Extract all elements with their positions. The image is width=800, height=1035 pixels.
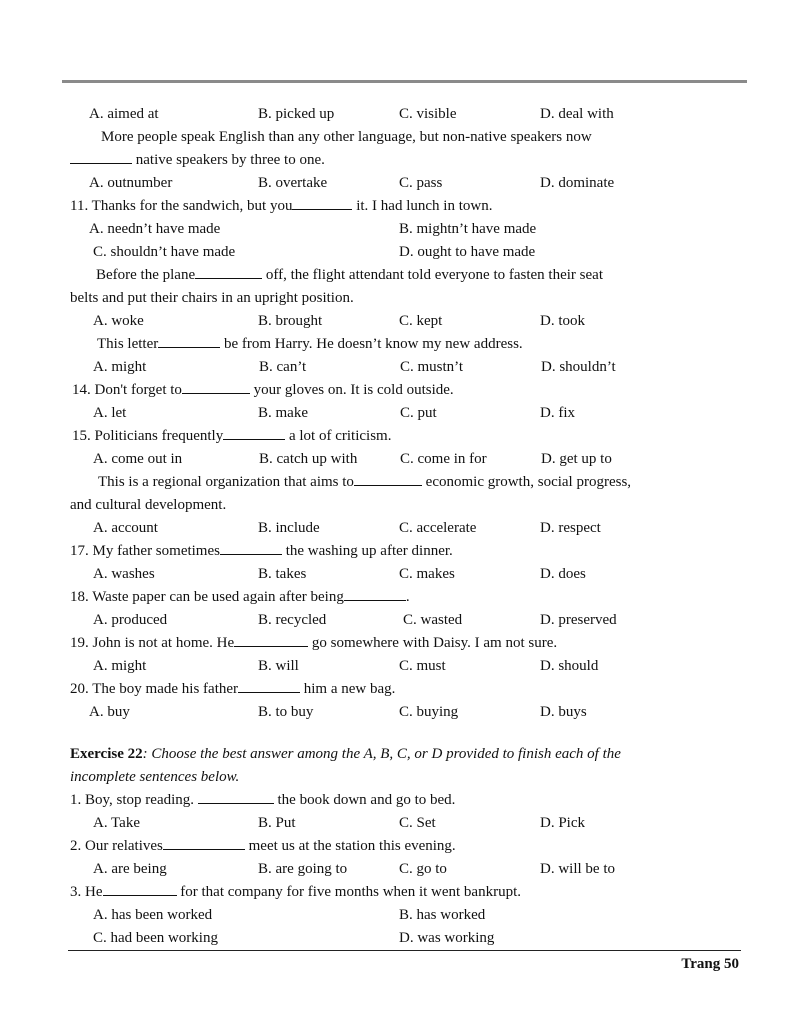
question-line: go somewhere with Daisy. I am not sure. [311,635,558,651]
options-row [0,402,800,425]
question-text [0,540,800,563]
question-line: be from Harry. He doesn’t know my new address. [223,336,523,352]
option-b: B. include [258,520,320,536]
exercise-instruction: : Choose the best answer among the A, B, C, or D provided to finish each of the [142,746,621,762]
option-c: C. shouldn’t have made [93,244,236,260]
question-line: native speakers by three to one. [135,152,325,168]
answer-blank [198,789,274,804]
question-line: 17. My father sometimes [70,543,220,559]
exercise-title: Exercise 22 [70,746,143,762]
question-line: him a new bag. [303,681,396,697]
option-a: A. might [93,359,147,375]
option-a: A. woke [93,313,144,329]
option-d: D. get up to [541,451,612,467]
option-d: D. Pick [540,815,585,831]
option-a: A. account [93,520,158,536]
option-b: B. mightn’t have made [399,221,537,237]
option-a: A. Take [93,815,140,831]
answer-blank [238,678,300,693]
question-text [0,586,800,609]
option-a: A. produced [93,612,168,628]
option-b: B. takes [258,566,307,582]
question-text [0,126,800,149]
option-c: C. buying [399,704,459,720]
answer-blank [234,632,308,647]
options-row [0,563,800,586]
answer-blank [354,471,422,486]
option-c: C. makes [399,566,455,582]
question-line: 19. John is not at home. He [70,635,235,651]
option-b: B. brought [258,313,323,329]
question-line: More people speak English than any other language, but non-native speakers now [101,129,592,145]
options-row [0,517,800,540]
option-a: A. buy [89,704,130,720]
question-line: belts and put their chairs in an upright position. [70,290,354,306]
page-content [0,103,800,950]
option-b: B. picked up [258,106,335,122]
option-d: D. took [540,313,585,329]
option-a: A. let [93,405,127,421]
question-line: This is a regional organization that aims to [98,474,354,490]
question-text [0,881,800,904]
option-b: B. can’t [259,359,307,375]
question-text [0,471,800,494]
option-d: D. dominate [540,175,615,191]
option-b: B. catch up with [259,451,358,467]
question-text [0,835,800,858]
question-line: 20. The boy made his father [70,681,239,697]
option-b: B. Put [258,815,296,831]
question-line: Before the plane [96,267,196,283]
options-row [0,858,800,881]
answer-blank [220,540,282,555]
option-a: A. are being [93,861,167,877]
exercise-instruction: incomplete sentences below. [70,769,240,785]
question-text [0,264,800,287]
option-a: A. aimed at [89,106,159,122]
options-row [0,904,800,927]
options-row [0,448,800,471]
question-text [0,149,800,172]
option-c: C. kept [399,313,443,329]
options-row [0,609,800,632]
option-d: D. fix [540,405,575,421]
option-c: C. had been working [93,930,218,946]
option-c: C. wasted [403,612,463,628]
answer-blank [182,379,250,394]
option-d: D. shouldn’t [541,359,616,375]
question-text [0,425,800,448]
question-line: your gloves on. It is cold outside. [253,382,454,398]
answer-blank [292,195,352,210]
options-row [0,310,800,333]
option-c: C. accelerate [399,520,477,536]
option-b: B. overtake [258,175,328,191]
question-line: it. I had lunch in town. [356,198,493,214]
option-a: A. come out in [93,451,183,467]
option-c: C. put [400,405,437,421]
option-b: B. has worked [399,907,486,923]
option-b: B. are going to [258,861,348,877]
answer-blank [344,586,406,601]
option-c: C. mustn’t [400,359,464,375]
question-line: the washing up after dinner. [285,543,453,559]
options-row [0,241,800,264]
exercise-heading [0,724,800,766]
question-text [0,379,800,402]
option-c: C. visible [399,106,457,122]
option-d: D. preserved [540,612,617,628]
option-b: B. to buy [258,704,314,720]
question-line: This letter [97,336,159,352]
option-d: D. ought to have made [399,244,536,260]
option-d: D. does [540,566,586,582]
question-line: for that company for five months when it went bankrupt. [180,884,522,900]
answer-blank [163,835,245,850]
question-line: economic growth, social progress, [425,474,632,490]
question-text [0,287,800,310]
answer-blank [223,425,285,440]
option-a: A. has been worked [93,907,213,923]
option-d: D. was working [399,930,495,946]
option-d: D. buys [540,704,587,720]
options-row [0,655,800,678]
question-line: the book down and go to bed. [277,792,456,808]
option-a: A. outnumber [89,175,173,191]
options-row [0,356,800,379]
option-d: D. respect [540,520,601,536]
option-b: B. make [258,405,308,421]
answer-blank [70,149,132,164]
question-text [0,494,800,517]
question-line: . [405,589,410,605]
question-text [0,678,800,701]
options-row [0,927,800,950]
question-text [0,632,800,655]
option-a: A. needn’t have made [89,221,221,237]
footer-rule [68,950,741,951]
question-line: 15. Politicians frequently [72,428,224,444]
question-line: 3. He [70,884,103,900]
option-a: A. might [93,658,147,674]
options-row [0,103,800,126]
question-line: 14. Don't forget to [72,382,182,398]
option-c: C. come in for [400,451,487,467]
question-line: meet us at the station this evening. [248,838,456,854]
options-row [0,218,800,241]
option-c: C. pass [399,175,443,191]
option-a: A. washes [93,566,155,582]
answer-blank [103,881,177,896]
question-line: a lot of criticism. [288,428,392,444]
option-b: B. will [258,658,299,674]
options-row [0,172,800,195]
page-number: Trang 50 [681,956,739,972]
options-row [0,812,800,835]
option-d: D. deal with [540,106,614,122]
options-row [0,701,800,724]
header-rule [62,80,747,83]
option-c: C. go to [399,861,447,877]
answer-blank [158,333,220,348]
option-c: C. Set [399,815,436,831]
option-d: D. should [540,658,599,674]
answer-blank [195,264,262,279]
option-d: D. will be to [540,861,615,877]
question-line: 2. Our relatives [70,838,163,854]
question-text [0,333,800,356]
question-line: 1. Boy, stop reading. [70,792,195,808]
question-text [0,789,800,812]
question-line: 18. Waste paper can be used again after being [70,589,344,605]
exercise-heading-cont [0,766,800,789]
option-c: C. must [399,658,446,674]
question-line: off, the flight attendant told everyone to fasten their seat [265,267,603,283]
question-text [0,195,800,218]
question-line: 11. Thanks for the sandwich, but you [70,198,293,214]
question-line: and cultural development. [70,497,227,513]
option-b: B. recycled [258,612,327,628]
